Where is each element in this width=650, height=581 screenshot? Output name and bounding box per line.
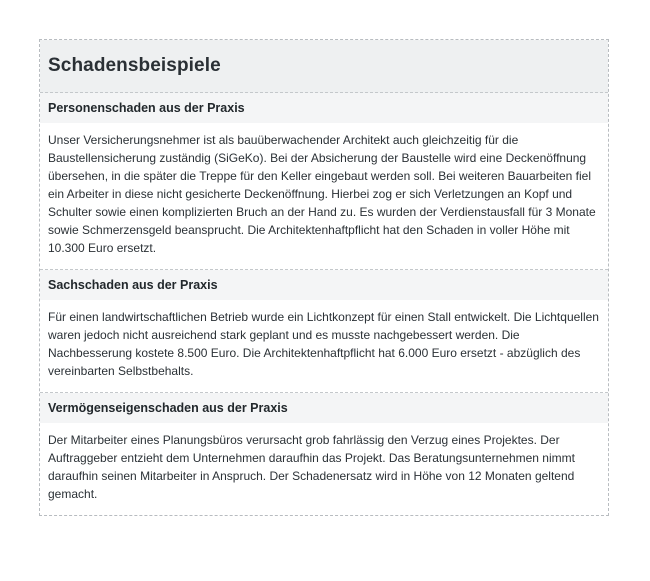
section-title: Personenschaden aus der Praxis (48, 101, 245, 115)
section-body: Unser Versicherungsnehmer ist als bauüberwachender Architekt auch gleichzeitig für die Baustellensicherung zuständig (SiGeKo). Bei der Absicherung der Baustelle wird eine Deckenöffnung übersehen, in die später die Treppe für den Keller eingebaut werden soll. Bei weiteren Bauarbeiten fiel ein Arbeiter in diese nicht gesicherte Deckenöffnung. Hierbei zog er sich Verletzungen an Kopf und Schulter sowie einen komplizierten Bruch an der Hand zu. Es wurden der Verdienstausfall für 3 Monate sowie Schmerzensgeld beansprucht. Die Architektenhaftpflicht hat den Schaden in voller Höhe mit 10.300 Euro ersetzt. (48, 133, 596, 255)
section-body: Für einen landwirtschaftlichen Betrieb wurde ein Lichtkonzept für einen Stall entwickelt. Die Lichtquellen waren jedoch nicht ausreichend stark geplant und es musste nachgebessert werden. Die Nachbesserung kostete 8.500 Euro. Die Architektenhaftpflicht hat 6.000 Euro ersetzt - abzüglich des vereinbarten Selbstbehalts. (48, 310, 599, 378)
section-personal-injury (40, 93, 608, 270)
card-title: Schadensbeispiele (48, 55, 221, 76)
section-title: Sachschaden aus der Praxis (48, 278, 218, 292)
section-header (40, 270, 608, 300)
section-title: Vermögenseigenschaden aus der Praxis (48, 401, 288, 415)
section-property-damage (40, 270, 608, 393)
damage-examples-card (39, 39, 609, 516)
card-header (40, 40, 608, 93)
section-financial-loss (40, 393, 608, 515)
section-header (40, 393, 608, 423)
section-body: Der Mitarbeiter eines Planungsbüros verursacht grob fahrlässig den Verzug eines Projektes. Der Auftraggeber entzieht dem Unternehmen daraufhin das Projekt. Das Beratungsunternehmen nimmt daraufhin seinen Mitarbeiter in Anspruch. Der Schadenersatz wird in Höhe von 12 Monaten geltend gemacht. (48, 433, 575, 501)
section-header (40, 93, 608, 123)
